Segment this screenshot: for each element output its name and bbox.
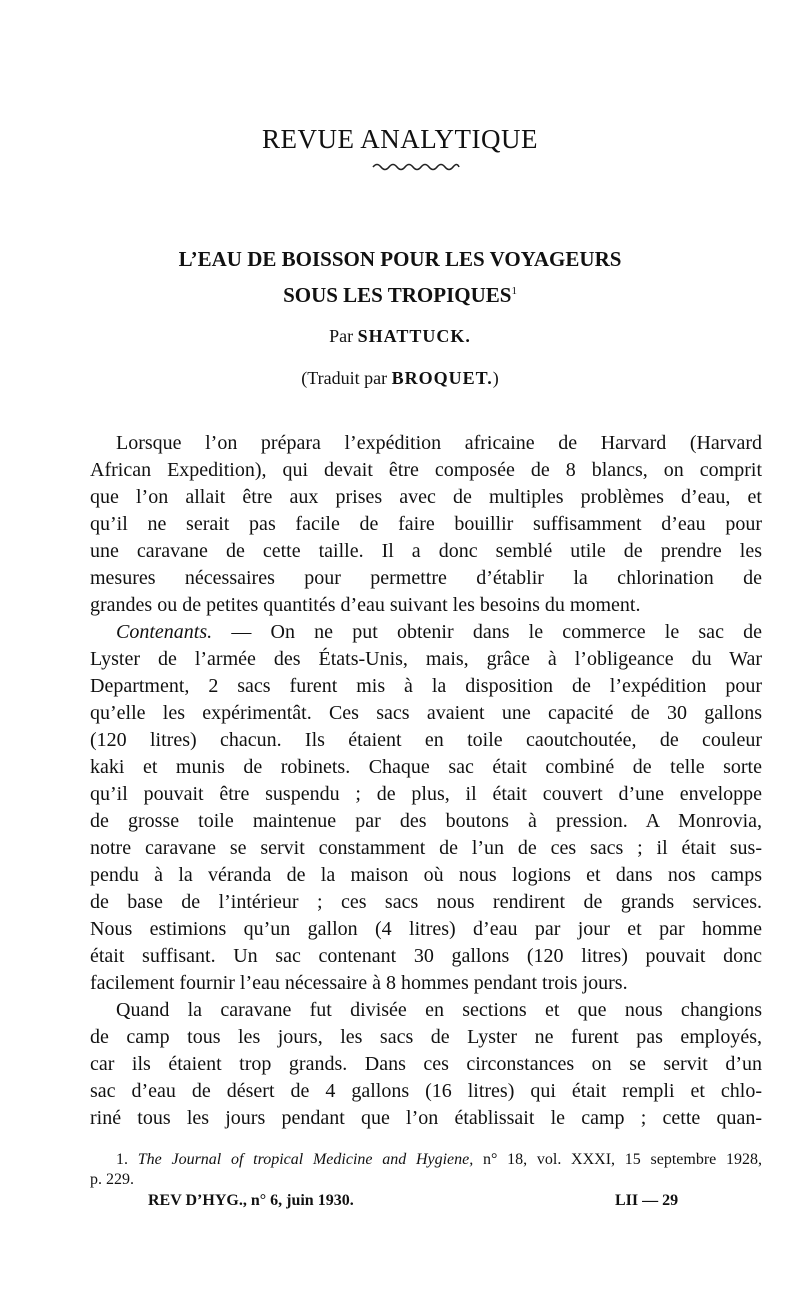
translator-suffix: ) [492, 368, 499, 388]
article-title-line2: SOUS LES TROPIQUES [283, 283, 512, 307]
body-line: de grosse toile maintenue par des boutons à pression. A Monrovia, [90, 810, 762, 832]
body-line: Department, 2 sacs furent mis à la disposition de l’expédition pour [90, 675, 762, 697]
contenants-label: Contenants. [116, 621, 213, 643]
translator-name: BROQUET. [391, 368, 493, 388]
body-line: de camp tous les jours, les sacs de Lyster ne furent pas employés, [90, 1026, 762, 1048]
body-line: Lorsque l’on prépara l’expédition africaine de Harvard (Harvard [116, 432, 762, 454]
body-line: African Expedition), qui devait être composée de 8 blancs, on comprit [90, 459, 762, 481]
body-line: car ils étaient trop grands. Dans ces circonstances on se servit d’un [90, 1053, 762, 1075]
body-line-contenants [116, 619, 762, 645]
body-line: facilement fournir l’eau nécessaire à 8 hommes pendant trois jours. [90, 972, 628, 994]
body-line: kaki et munis de robinets. Chaque sac était combiné de telle sorte [90, 756, 762, 778]
body-line: Nous estimions qu’un gallon (4 litres) d’eau par jour et par homme [90, 918, 762, 940]
footnote-marker: 1 [511, 285, 517, 297]
byline-prefix: Par [329, 326, 354, 346]
body-line: Quand la caravane fut divisée en sections et que nous changions [116, 999, 762, 1021]
translator-prefix: (Traduit par [301, 368, 388, 388]
contenants-text: — On ne put obtenir dans le commerce le sac de [231, 621, 762, 643]
body-line: était suffisant. Un sac contenant 30 gallons (120 litres) pouvait donc [90, 945, 762, 967]
footnote-line1 [116, 1150, 762, 1170]
body-line: qu’il ne serait pas facile de faire bouillir suffisamment d’eau pour [90, 513, 762, 535]
footer-page-number: LII — 29 [615, 1192, 679, 1209]
body-line: sac d’eau de désert de 4 gallons (16 litres) qui était rempli et chlo- [90, 1080, 762, 1102]
body-line: grandes ou de petites quantités d’eau suivant les besoins du moment. [90, 594, 641, 616]
footnote-details: n° 18, vol. XXXI, 15 septembre 1928, [483, 1151, 762, 1168]
author-name: SHATTUCK. [357, 326, 471, 346]
body-line: (120 litres) chacun. Ils étaient en toile caoutchoutée, de couleur [90, 729, 762, 751]
body-line: de base de l’intérieur ; ces sacs nous rendirent de grands services. [90, 891, 762, 913]
footnote-pages: p. 229. [90, 1171, 134, 1188]
body-line: que l’on allait être aux prises avec de multiples problèmes d’eau, et [90, 486, 762, 508]
translator-line [0, 368, 800, 389]
body-line: Lyster de l’armée des États-Unis, mais, grâce à l’obligeance du War [90, 648, 762, 670]
article-title [0, 243, 800, 311]
body-line: une caravane de cette taille. Il a donc semblé utile de prendre les [90, 540, 762, 562]
article-title-line2-wrap [0, 275, 800, 311]
footnote-journal: The Journal of tropical Medicine and Hygiene, [137, 1151, 474, 1168]
footnote-number: 1. [116, 1151, 128, 1168]
body-line: pendu à la véranda de la maison où nous logions et dans nos camps [90, 864, 762, 886]
body-line: mesures nécessaires pour permettre d’établir la chlorination de [90, 567, 762, 589]
body-line: notre caravane se servit constamment de l’un de ces sacs ; il était sus- [90, 837, 762, 859]
body-line: qu’elle les expérimentât. Ces sacs avaient une capacité de 30 gallons [90, 702, 762, 724]
ornament-divider [371, 160, 461, 172]
section-title: REVUE ANALYTIQUE [261, 124, 538, 154]
footer-journal-ref: REV D’HYG., n° 6, juin 1930. [148, 1192, 354, 1209]
article-title-line1: L’EAU DE BOISSON POUR LES VOYAGEURS [178, 247, 622, 271]
author-byline [0, 326, 800, 347]
body-line: qu’il pouvait être suspendu ; de plus, il était couvert d’une enveloppe [90, 783, 762, 805]
body-line: riné tous les jours pendant que l’on établissait le camp ; cette quan- [90, 1107, 762, 1129]
